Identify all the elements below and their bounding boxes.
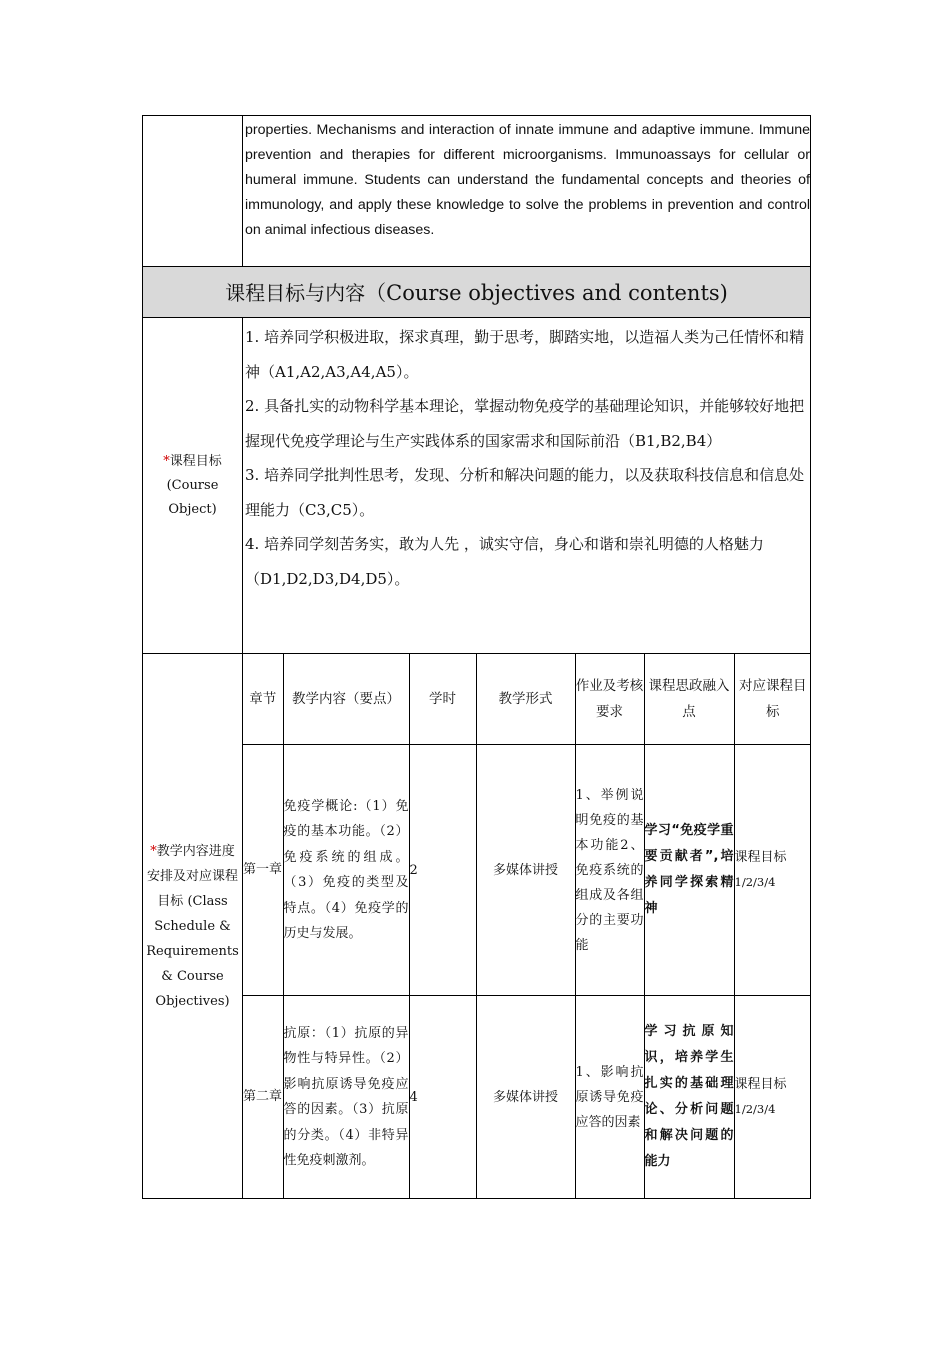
content-cell: 抗原：（1）抗原的异物性与特异性。（2）影响抗原诱导免疫应答的因素。（3）抗原的分类。（4）非特异性免疫刺激剂。 (283, 996, 409, 1199)
objective-item: 2. 具备扎实的动物科学基本理论，掌握动物免疫学的基础理论知识，并能够较好地把握现代免疫学理论与生产实践体系的国家需求和国际前沿（B1,B2,B4） (245, 397, 805, 450)
content-cell: 免疫学概论:（1）免疫的基本功能。（2）免疫系统的组成。（3）免疫的类型及特点。（4）免疫学的历史与发展。 (283, 745, 409, 996)
objectives-row (143, 318, 811, 654)
schedule-label-zh: 教学内容进度安排及对应课程目标 (146, 843, 238, 909)
objective-nums: 1/2/3/4 (734, 1102, 776, 1116)
header-homework: 作业及考核要求 (575, 654, 644, 745)
header-objective: 对应课程目标 (734, 654, 811, 745)
intro-text: properties. Mechanisms and interaction of innate immune and adaptive immune. Immune prevention and therapies for different microorganisms. Immunoassays for cellular or humeral immune. Students can understand the fundamental concepts and theories of immunology, and apply these knowledge to solve the problems in prevention and control on animal infectious diseases. (245, 122, 810, 238)
objectives-label-en: (Course Object) (166, 477, 219, 517)
objective-cell (734, 996, 811, 1199)
hours-cell: 4 (409, 996, 476, 1199)
objective-prefix: 课程目标 (734, 1077, 787, 1092)
intro-text-cell (243, 116, 811, 267)
objective-nums: 1/2/3/4 (734, 875, 776, 889)
header-content: 教学内容（要点） (283, 654, 409, 745)
schedule-label (143, 654, 243, 1199)
header-chapter: 章节 (243, 654, 283, 745)
objectives-text (243, 318, 811, 654)
header-hours: 学时 (409, 654, 476, 745)
section-header (143, 267, 811, 318)
intro-row (143, 116, 811, 267)
intro-label-cell (143, 116, 243, 267)
schedule-row (143, 654, 811, 1199)
table-row (243, 996, 811, 1199)
required-mark: * (150, 843, 157, 859)
form-cell: 多媒体讲授 (476, 745, 575, 996)
chapter-cell: 第二章 (243, 996, 283, 1199)
homework-cell: 1、举例说明免疫的基本功能2、免疫系统的组成及各组分的主要功能 (575, 745, 644, 996)
header-ideology: 课程思政融入点 (644, 654, 734, 745)
objective-item: 1. 培养同学积极进取，探求真理，勤于思考，脚踏实地，以造福人类为己任情怀和精神（A1,A2,A3,A4,A5）。 (245, 328, 805, 381)
schedule-cell (243, 654, 811, 1199)
document-page (142, 115, 810, 1199)
objectives-label (143, 318, 243, 654)
objective-prefix: 课程目标 (734, 850, 787, 865)
chapter-cell: 第一章 (243, 745, 283, 996)
course-table (142, 115, 811, 1199)
section-title-en: （Course objectives and contents) (365, 281, 728, 305)
hours-cell: 2 (409, 745, 476, 996)
section-header-row (143, 267, 811, 318)
objective-cell (734, 745, 811, 996)
header-form: 教学形式 (476, 654, 575, 745)
form-cell: 多媒体讲授 (476, 996, 575, 1199)
ideology-cell: 学习“免疫学重要贡献者”,培养同学探索精神 (644, 745, 734, 996)
schedule-table (243, 654, 811, 1198)
table-row (243, 745, 811, 996)
required-mark: * (163, 453, 170, 469)
section-title-zh: 课程目标与内容 (225, 281, 366, 305)
objective-item: 3. 培养同学批判性思考，发现、分析和解决问题的能力，以及获取科技信息和信息处理能力（C3,C5）。 (245, 466, 805, 519)
schedule-header-row (243, 654, 811, 745)
objective-item: 4. 培养同学刻苦务实，敢为人先 ，诚实守信，身心和谐和崇礼明德的人格魅力（D1,D2,D3,D4,D5）。 (245, 535, 764, 588)
ideology-cell: 学习抗原知识，培养学生扎实的基础理论、分析问题和解决问题的能力 (644, 996, 734, 1199)
objectives-label-zh: 课程目标 (169, 453, 222, 469)
homework-cell: 1、影响抗原诱导免疫应答的因素 (575, 996, 644, 1199)
schedule-label-en: (Class Schedule & Requirements & Course Objectives) (146, 893, 239, 1009)
